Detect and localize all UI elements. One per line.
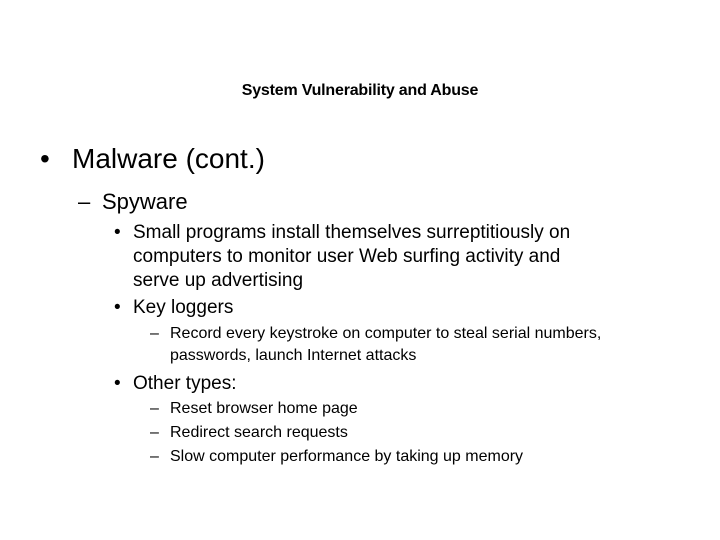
- bullet-marker: •: [114, 222, 121, 243]
- dash-marker: –: [150, 400, 159, 417]
- bullet-marker: •: [114, 373, 121, 394]
- bullet-text-line-1: Small programs install themselves surreptitiously on: [133, 222, 571, 243]
- bullet-marker: •: [114, 297, 121, 318]
- bullet-text: Slow computer performance by taking up memory: [170, 448, 524, 465]
- dash-marker: –: [150, 325, 159, 342]
- bullet-text: Other types:: [133, 373, 237, 394]
- bullet-text-line-2: computers to monitor user Web surfing activity and: [133, 246, 561, 267]
- bullet-text: Malware (cont.): [72, 143, 265, 174]
- bullet-text: Reset browser home page: [170, 400, 358, 417]
- bullet-text: Key loggers: [133, 297, 234, 318]
- dash-marker: –: [78, 189, 91, 214]
- dash-marker: –: [150, 424, 159, 441]
- bullet-text: Spyware: [102, 189, 188, 214]
- dash-marker: –: [150, 448, 159, 465]
- bullet-text-line-1: Record every keystroke on computer to steal serial numbers,: [170, 325, 602, 342]
- bullet-text: Redirect search requests: [170, 424, 348, 441]
- bullet-marker: •: [40, 143, 50, 174]
- bullet-text-line-2: passwords, launch Internet attacks: [170, 347, 417, 364]
- slide-title: System Vulnerability and Abuse: [241, 82, 479, 99]
- bullet-text-line-3: serve up advertising: [133, 270, 304, 291]
